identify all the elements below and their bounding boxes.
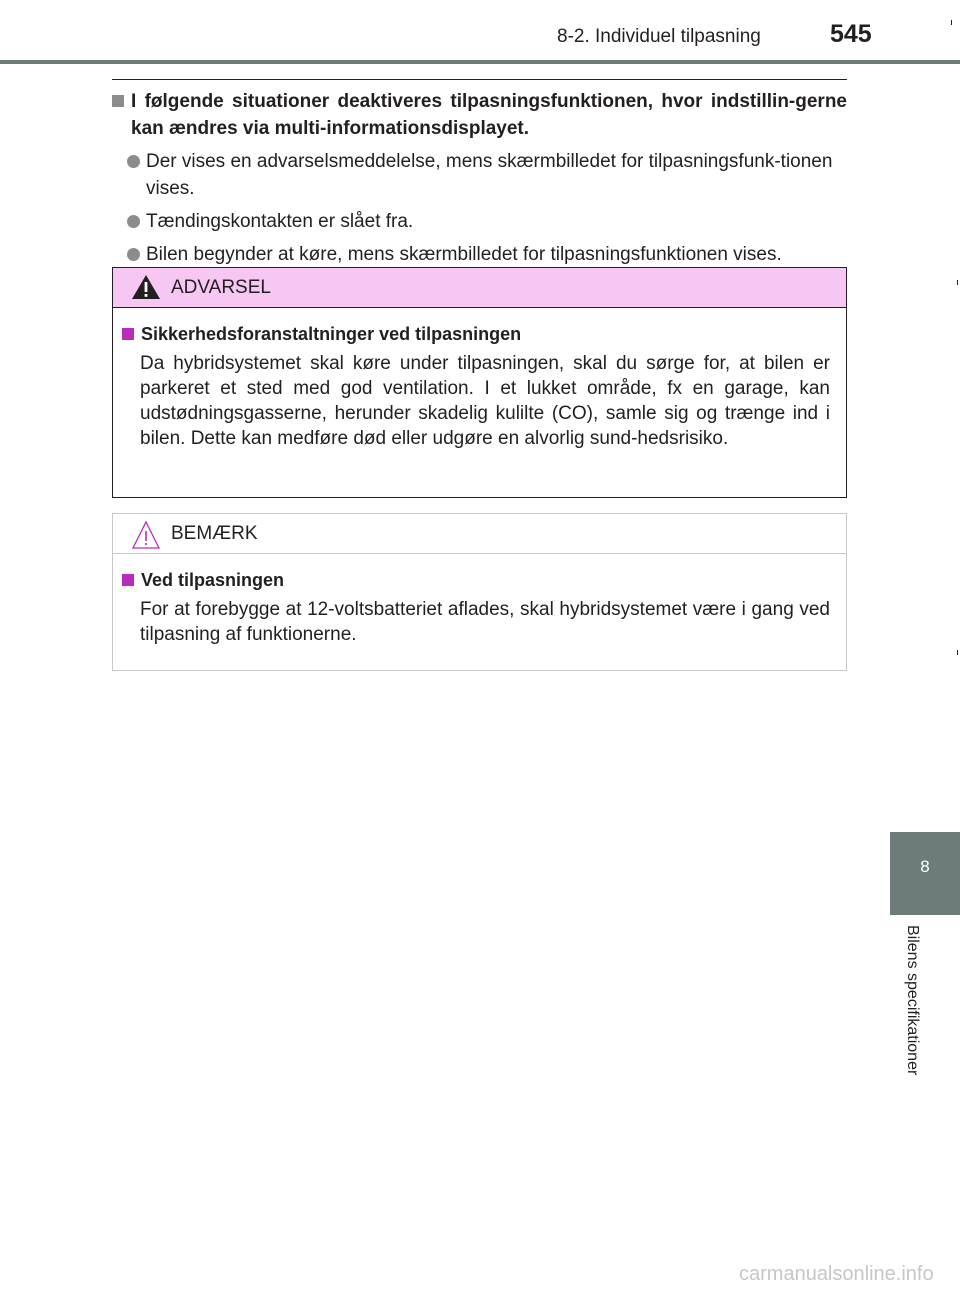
crop-mark bbox=[951, 20, 952, 25]
list-item bbox=[112, 208, 847, 235]
crop-mark bbox=[957, 280, 958, 285]
warning-text: Da hybridsystemet skal køre under tilpasningen, skal du sørge for, at bilen er parkeret et sted med god ventilation. I et lukket område, fx en garage, kan udstødningsgasserne, herunder skadelig kulilte (CO), samle sig og trænge ind i bilen. Dette kan medføre død eller udgøre en alvorlig sund-hedsrisiko. bbox=[140, 353, 830, 449]
header-rule bbox=[0, 60, 960, 64]
list-item bbox=[112, 241, 847, 268]
note-subheading-text: Ved tilpasningen bbox=[141, 570, 285, 590]
page-number: 545 bbox=[830, 20, 872, 48]
warning-label: ADVARSEL bbox=[171, 277, 271, 298]
note-text: For at forebygge at 12-voltsbatteriet aflades, skal hybridsystemet være i gang ved tilpasning af funktionerne. bbox=[140, 599, 830, 645]
warning-body bbox=[113, 308, 846, 451]
chapter-tab[interactable] bbox=[890, 832, 960, 915]
list-item-text: Der vises en advarselsmeddelelse, mens skærmbilledet for tilpasningsfunk-tionen vises. bbox=[146, 151, 833, 199]
crop-mark bbox=[957, 650, 958, 655]
square-bullet-icon bbox=[122, 574, 134, 586]
list-item bbox=[112, 148, 847, 202]
warning-triangle-icon bbox=[131, 274, 161, 300]
warning-subheading-text: Sikkerhedsforanstaltninger ved tilpasningen bbox=[141, 324, 522, 344]
list-item-text: Bilen begynder at køre, mens skærmbilledet for tilpasningsfunktionen vises. bbox=[146, 244, 782, 265]
round-bullet-icon bbox=[127, 155, 140, 168]
note-subheading bbox=[122, 568, 830, 593]
watermark: carmanualsonline.info bbox=[739, 1263, 934, 1285]
main-section bbox=[112, 88, 847, 268]
chapter-number: 8 bbox=[920, 857, 930, 876]
note-box bbox=[112, 513, 847, 671]
warning-box bbox=[112, 267, 847, 498]
note-label: BEMÆRK bbox=[171, 523, 258, 544]
warning-subheading bbox=[122, 322, 830, 347]
note-body bbox=[113, 554, 846, 647]
caution-triangle-icon bbox=[131, 520, 161, 550]
square-bullet-icon bbox=[112, 95, 124, 107]
square-bullet-icon bbox=[122, 328, 134, 340]
section-title: 8-2. Individuel tilpasning bbox=[557, 26, 761, 47]
section-rule bbox=[112, 79, 847, 80]
round-bullet-icon bbox=[127, 248, 140, 261]
list-item-text: Tændingskontakten er slået fra. bbox=[146, 211, 414, 232]
note-header bbox=[113, 514, 846, 554]
warning-header bbox=[113, 268, 846, 308]
section-heading bbox=[112, 88, 847, 142]
round-bullet-icon bbox=[127, 215, 140, 228]
section-heading-text: I følgende situationer deaktiveres tilpasningsfunktionen, hvor indstillin-gerne kan ændres via multi-informationsdisplayet. bbox=[131, 91, 847, 139]
chapter-title: Bilens specifikationer bbox=[904, 925, 921, 1076]
